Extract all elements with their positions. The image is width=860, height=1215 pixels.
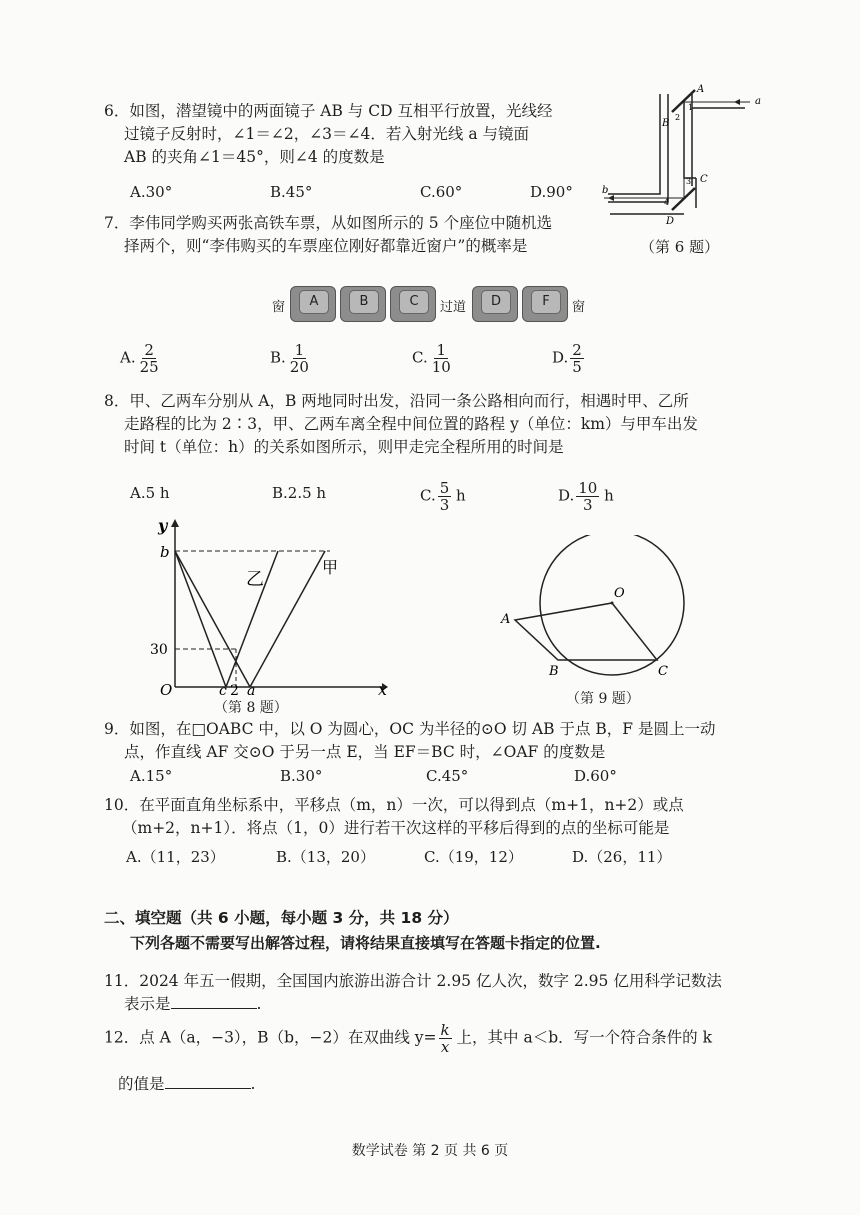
q12-line-1 [104, 1022, 794, 1055]
graph-c-label: c [219, 683, 227, 699]
window-left-label: 窗 [272, 300, 286, 315]
q11-line-2-pre: 表示是 [124, 995, 171, 1013]
q8-graph [150, 515, 390, 700]
label-2: 2 [675, 113, 681, 122]
q6-caption: （第 6 题） [640, 238, 720, 256]
q12-post: 上，其中 a＜b．写一个符合条件的 k [451, 1028, 712, 1047]
seat-f [522, 286, 568, 322]
q7-option-d-den: 5 [572, 358, 582, 376]
q8-option-d [558, 480, 614, 513]
graph-y-label: y [158, 516, 168, 535]
q6-line-3: AB 的夹角∠1＝45°，则∠4 的度数是 [124, 148, 385, 166]
question-11 [104, 970, 794, 1016]
page-footer: 数学试卷 第 2 页 共 6 页 [351, 1143, 509, 1159]
q12-line-2 [104, 1073, 794, 1096]
q12-pre: 12．点 A（a，−3），B（b，−2）在双曲线 y= [104, 1028, 437, 1047]
section-2-instruction: 下列各题不需要写出解答过程，请将结果直接填写在答题卡指定的位置. [130, 934, 601, 952]
q9-label-B: B [549, 664, 559, 679]
q9-label-C: C [658, 664, 668, 679]
seat-a-label: A [299, 290, 329, 314]
q8-option-c-num: 5 [439, 479, 450, 497]
q8-line-3: 时间 t（单位：h）的关系如图所示，则甲走完全程所用的时间是 [124, 438, 564, 456]
q8-option-c-den: 3 [439, 496, 450, 514]
q7-option-b-den: 20 [289, 358, 309, 376]
q11-answer-blank [171, 994, 257, 1009]
q8-option-d-letter: D. [558, 486, 575, 505]
q6-option-c: C.60° [420, 183, 463, 201]
label-3: 3 [686, 177, 692, 186]
label-A: A [697, 84, 705, 95]
seat-a [290, 286, 336, 322]
q7-line-2: 择两个，则“李伟购买的车票座位刚好都靠近窗户”的概率是 [124, 237, 528, 255]
q8-option-c-letter: C. [420, 486, 436, 505]
q12-num: k [440, 1021, 450, 1039]
q9-label-A: A [501, 612, 511, 627]
q10-option-a: A.（11，23） [126, 848, 225, 866]
q9-caption: （第 9 题） [566, 691, 640, 707]
q12-den: x [440, 1038, 450, 1056]
graph-a-label: a [247, 683, 256, 699]
question-9 [104, 718, 794, 764]
seat-d [472, 286, 518, 322]
label-B: B [662, 118, 670, 129]
q7-option-b-letter: B. [270, 348, 286, 367]
q12-answer-blank [165, 1074, 251, 1089]
question-10 [104, 794, 794, 840]
question-8 [104, 390, 794, 459]
label-b: b [602, 185, 609, 196]
q9-option-a: A.15° [130, 767, 173, 785]
q7-option-c-num: 1 [436, 341, 447, 359]
section-2-title: 二、填空题（共 6 小题，每小题 3 分，共 18 分） [104, 909, 459, 927]
q7-option-c [412, 342, 453, 375]
q8-option-d-den: 3 [583, 496, 593, 514]
label-1: 1 [688, 103, 694, 112]
seat-d-label: D [481, 290, 511, 314]
q7-option-d [552, 342, 584, 375]
q7-option-c-letter: C. [412, 348, 428, 367]
q8-line-1: 8．甲、乙两车分别从 A，B 两地同时出发，沿同一条公路相向而行，相遇时甲、乙所 [104, 392, 689, 410]
graph-yi-label: 乙 [246, 569, 264, 590]
q6-line-1: 6．如图，潜望镜中的两面镜子 AB 与 CD 互相平行放置，光线经 [104, 102, 553, 120]
q7-option-c-den: 10 [431, 358, 451, 376]
graph-x-label: x [378, 680, 388, 699]
aisle-label: 过道 [440, 300, 467, 315]
q9-option-c: C.45° [426, 767, 469, 785]
q7-option-b-num: 1 [294, 341, 305, 359]
q7-option-b [270, 342, 311, 375]
q8-option-c-unit: h [456, 486, 466, 505]
q7-option-a-letter: A. [120, 348, 136, 367]
q11-line-2 [104, 993, 794, 1016]
q7-option-a [120, 342, 161, 375]
q6-option-b: B.45° [270, 183, 313, 201]
q8-option-d-num: 10 [578, 479, 598, 497]
periscope-figure [600, 82, 770, 230]
q8-option-c [420, 480, 466, 513]
q10-line-1: 10．在平面直角坐标系中，平移点（m，n）一次，可以得到点（m+1，n+2）或点 [104, 796, 684, 814]
label-D: D [666, 216, 675, 227]
q6-option-a: A.30° [130, 183, 173, 201]
q9-line-1: 9．如图，在□OABC 中，以 O 为圆心，OC 为半径的⊙O 切 AB 于点 B，F 是圆上一动 [104, 720, 716, 738]
q6-option-d: D.90° [530, 183, 573, 201]
question-12 [104, 1022, 794, 1096]
q12-line-2-post: . [250, 1075, 256, 1093]
q12-line-2-pre: 的值是 [118, 1075, 165, 1093]
q6-line-2: 过镜子反射时，∠1＝∠2，∠3＝∠4．若入射光线 a 与镜面 [124, 125, 529, 143]
window-right-label: 窗 [572, 300, 586, 315]
q9-option-b: B.30° [280, 767, 323, 785]
q10-option-b: B.（13，20） [276, 848, 375, 866]
q7-option-d-letter: D. [552, 348, 569, 367]
graph-b-label: b [160, 543, 170, 561]
q10-line-2: （m+2，n+1）．将点（1，0）进行若干次这样的平移后得到的点的坐标可能是 [122, 819, 670, 837]
q8-option-a: A.5 h [130, 484, 170, 502]
label-4: 4 [664, 198, 670, 207]
label-C: C [700, 174, 708, 185]
q7-option-a-den: 25 [139, 358, 159, 376]
seat-b-label: B [349, 290, 379, 314]
q10-option-d: D.（26，11） [572, 848, 672, 866]
q8-option-b: B.2.5 h [272, 484, 327, 502]
q8-line-2: 走路程的比为 2∶3，甲、乙两车离全程中间位置的路程 y（单位：km）与甲车出发 [124, 415, 698, 433]
q7-line-1: 7．李伟同学购买两张高铁车票，从如图所示的 5 个座位中随机选 [104, 214, 553, 232]
q9-figure [495, 535, 695, 685]
q7-option-a-num: 2 [144, 341, 154, 359]
q8-caption: （第 8 题） [214, 700, 288, 716]
q9-option-d: D.60° [574, 767, 617, 785]
seat-c [390, 286, 436, 322]
seat-c-label: C [399, 290, 429, 314]
q9-line-2: 点，作直线 AF 交⊙O 于另一点 E，当 EF＝BC 时，∠OAF 的度数是 [124, 743, 606, 761]
q8-option-d-unit: h [604, 486, 614, 505]
seat-b [340, 286, 386, 322]
q10-option-c: C.（19，12） [424, 848, 523, 866]
graph-jia-label: 甲 [322, 558, 339, 577]
graph-origin-label: O [160, 681, 173, 699]
q11-line-1: 11．2024 年五一假期，全国国内旅游出游合计 2.95 亿人次，数字 2.95 亿用科学记数法 [104, 972, 722, 990]
graph-30-label: 30 [150, 642, 168, 658]
question-7 [104, 212, 794, 258]
seat-f-label: F [531, 290, 561, 314]
graph-2-label: 2 [230, 683, 239, 699]
q11-line-2-post: . [256, 995, 262, 1013]
q9-label-O: O [614, 586, 625, 601]
label-a: a [755, 96, 761, 107]
q7-option-d-num: 2 [572, 341, 582, 359]
